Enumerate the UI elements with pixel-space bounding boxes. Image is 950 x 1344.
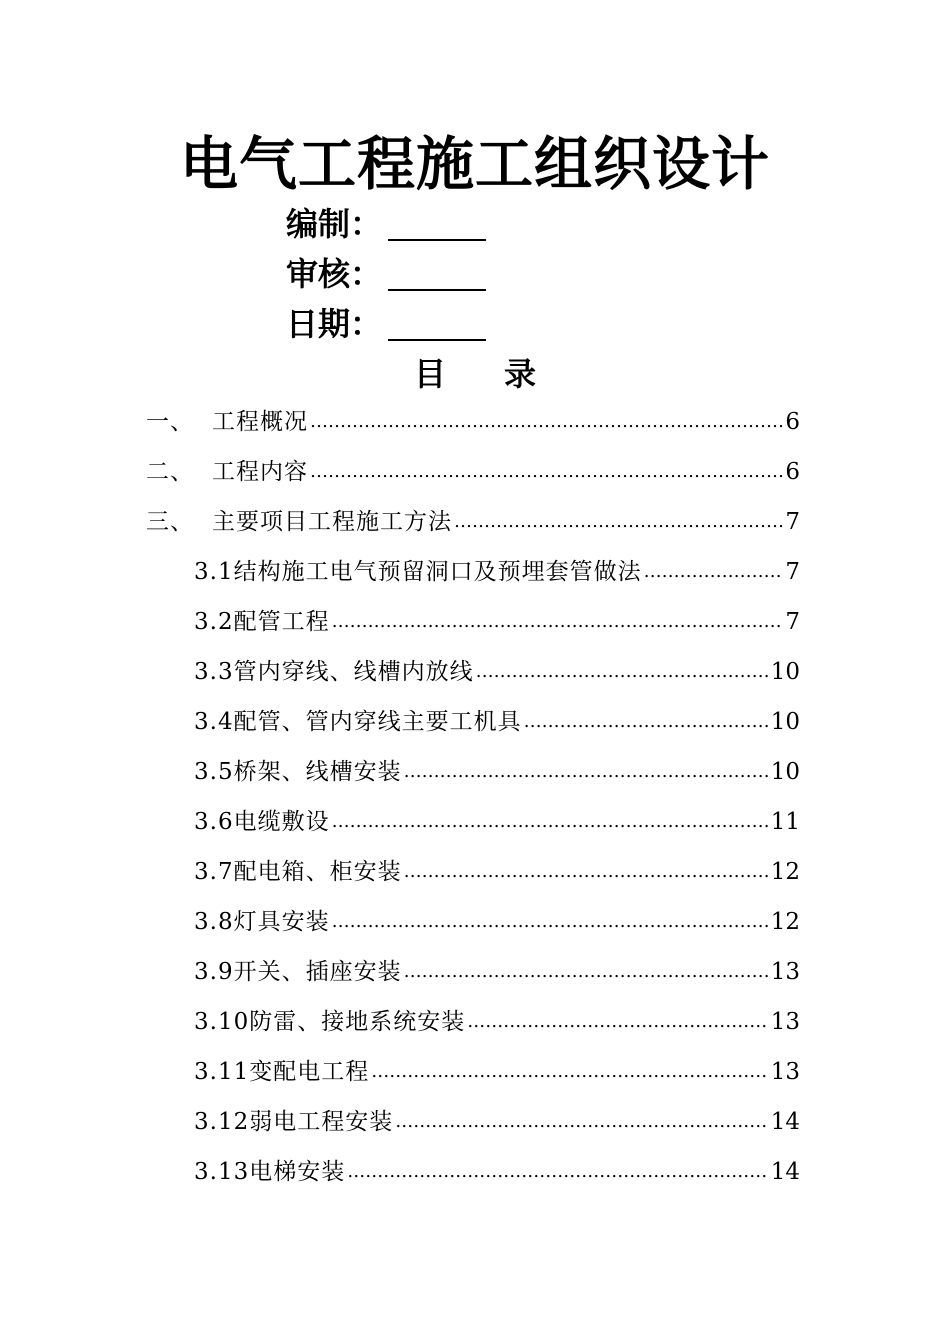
document-title: 电气工程施工组织设计 [179,130,770,198]
toc-leader-dots [454,498,783,546]
toc-entry[interactable] [194,1048,800,1096]
toc-entry[interactable] [194,648,800,696]
toc-leader-dots [332,898,769,946]
toc-leader-dots [476,648,769,696]
toc-entry-title: 3.2配管工程 [194,609,330,635]
toc-leader-dots [310,448,783,496]
toc-entry-page: 10 [770,709,800,735]
toc-leader-dots [347,1148,769,1196]
toc-entry-title: 3.11变配电工程 [194,1059,370,1085]
toc-entry[interactable] [146,398,800,446]
toc-entry-title: 3.4配管、管内穿线主要工机具 [194,709,522,735]
toc-heading [0,352,950,396]
toc-entry[interactable] [194,848,800,896]
toc-entry-title: 3.7配电箱、柜安装 [194,859,402,885]
toc-entry[interactable] [194,598,800,646]
toc-entry-page: 11 [770,809,800,835]
toc-entry-number: 三、 [146,509,194,535]
toc-entry-title: 3.5桥架、线槽安装 [194,759,402,785]
toc-leader-dots [332,598,784,646]
toc-entry[interactable] [194,748,800,796]
toc-entry-page: 6 [785,409,800,435]
toc-entry[interactable] [194,798,800,846]
toc-leader-dots [404,948,769,996]
toc-entry-page: 10 [770,759,800,785]
toc-leader-dots [404,848,769,896]
toc-entry[interactable] [194,948,800,996]
toc-leader-dots [404,748,769,796]
toc-entry[interactable] [194,548,800,596]
toc-entry-title: 3.10防雷、接地系统安装 [194,1009,466,1035]
meta-compiler-row [286,204,486,244]
toc-entry-title: 工程概况 [212,409,308,435]
toc-entry[interactable] [146,498,800,546]
toc-entry[interactable] [194,1098,800,1146]
toc-entry[interactable] [194,998,800,1046]
toc-leader-dots [524,698,769,746]
toc-entry-page: 7 [785,559,800,585]
toc-entry-title: 主要项目工程施工方法 [212,509,452,535]
toc-leader-dots [310,398,783,446]
toc-entry-page: 13 [770,1009,800,1035]
toc-leader-dots [467,998,769,1046]
toc-entry-title: 3.13电梯安装 [194,1159,346,1185]
toc-heading-char-1: 目 [413,355,446,393]
toc-entry-page: 14 [770,1159,800,1185]
toc-entry-page: 13 [770,959,800,985]
toc-entry[interactable] [194,898,800,946]
meta-compiler-blank[interactable] [388,239,486,241]
toc-entry-page: 6 [785,459,800,485]
toc-heading-char-2: 录 [504,355,537,393]
meta-date-blank[interactable] [388,339,486,341]
meta-date-row [286,304,486,344]
toc-entry-title: 3.12弱电工程安装 [194,1109,394,1135]
meta-compiler-label: 编制： [286,205,383,243]
toc-entry[interactable] [194,698,800,746]
toc-leader-dots [644,548,784,596]
toc-entry-page: 7 [785,509,800,535]
toc-leader-dots [371,1048,769,1096]
toc-entry-title: 3.8灯具安装 [194,909,330,935]
toc-entry-title: 3.3管内穿线、线槽内放线 [194,659,474,685]
toc-entry-number: 一、 [146,409,194,435]
toc-entry-page: 12 [770,859,800,885]
toc-entry-title: 工程内容 [212,459,308,485]
toc-entry-page: 12 [770,909,800,935]
toc-entry[interactable] [194,1148,800,1196]
toc-entry-page: 13 [770,1059,800,1085]
toc-entry-title: 3.1结构施工电气预留洞口及预埋套管做法 [194,559,642,585]
toc-entry[interactable] [146,448,800,496]
toc-entry-page: 14 [770,1109,800,1135]
toc-leader-dots [332,798,769,846]
toc-entry-page: 10 [770,659,800,685]
toc-leader-dots [395,1098,769,1146]
toc-entry-number: 二、 [146,459,194,485]
meta-reviewer-row [286,254,486,294]
toc-entry-title: 3.6电缆敷设 [194,809,330,835]
meta-date-label: 日期： [286,305,383,343]
meta-reviewer-label: 审核： [286,255,383,293]
toc-entry-page: 7 [785,609,800,635]
meta-reviewer-blank[interactable] [388,289,486,291]
toc-entry-title: 3.9开关、插座安装 [194,959,402,985]
